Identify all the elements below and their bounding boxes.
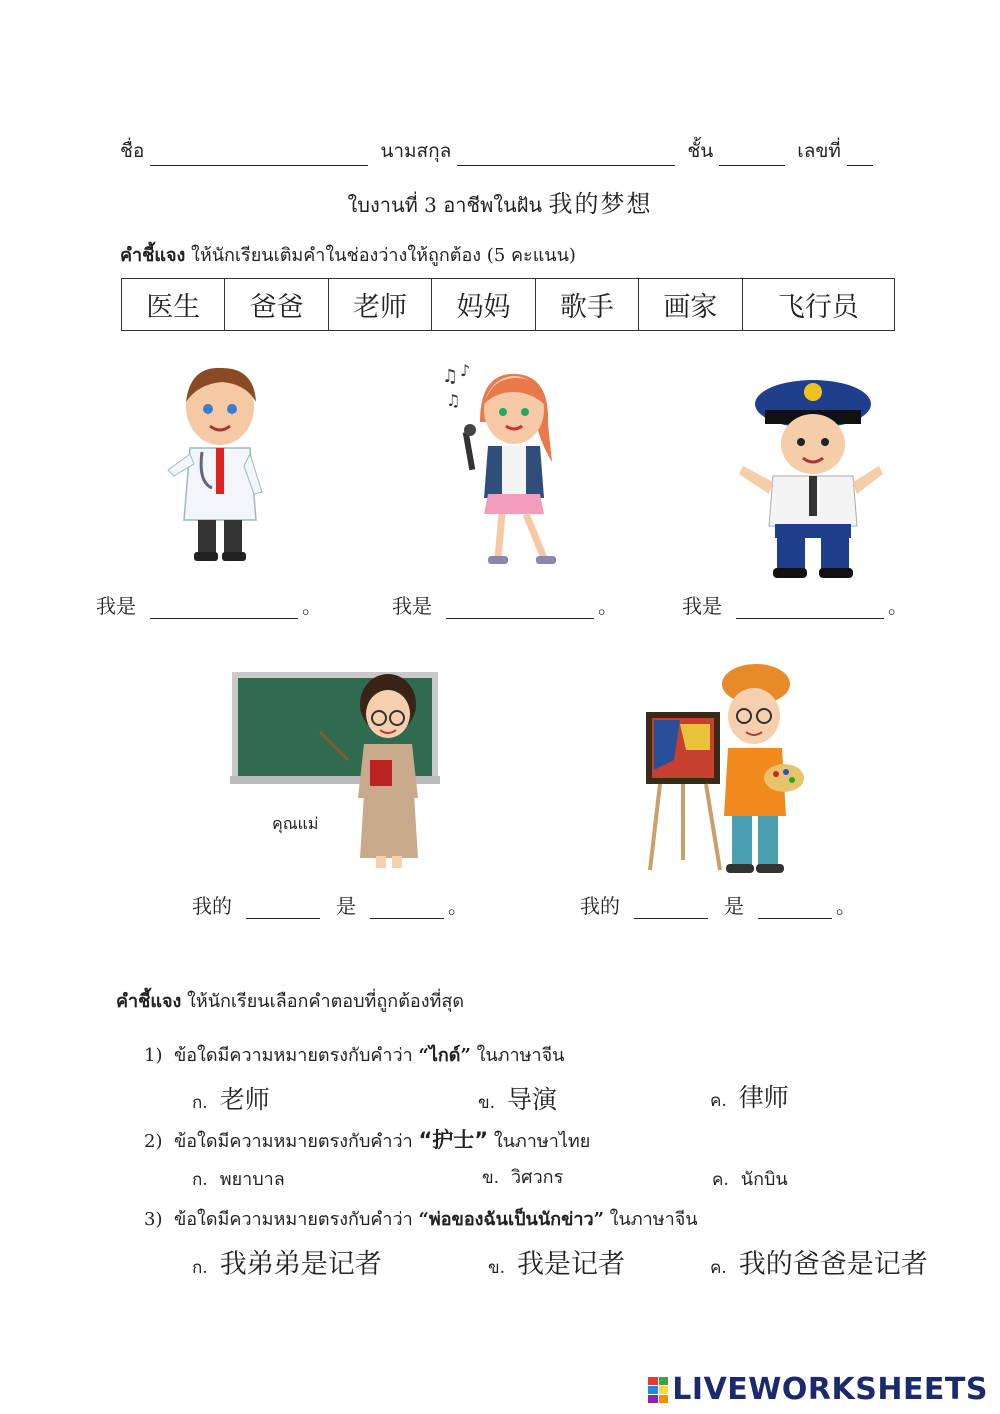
word-bank-cell: 医生 — [122, 279, 225, 331]
fill-sentence-singer — [392, 590, 618, 619]
fill-sentence-doctor — [96, 590, 322, 619]
question-number: 2) — [144, 1131, 163, 1152]
option-text: วิศวกร — [511, 1167, 564, 1188]
option-text: 律师 — [738, 1083, 789, 1112]
singer-illustration — [440, 362, 570, 572]
answer-blank[interactable] — [446, 600, 594, 619]
fill-sentence-painter — [580, 890, 856, 919]
fill-prefix: 我是 — [96, 594, 136, 618]
question-keyword: “ไกด์” — [418, 1045, 471, 1066]
brand-text: LIVEWORKSHEETS — [672, 1372, 988, 1407]
answer-blank[interactable] — [736, 600, 884, 619]
svg-text:♪: ♪ — [460, 362, 471, 380]
fill-suffix: 。 — [888, 594, 908, 618]
word-bank-cell: 老师 — [328, 279, 431, 331]
fill-suffix: 。 — [836, 894, 856, 918]
teacher-caption: คุณแม่ — [272, 814, 319, 833]
word-bank-cell: 妈妈 — [432, 279, 535, 331]
option-letter: ก. — [192, 1258, 208, 1278]
option-letter: ก. — [192, 1093, 208, 1113]
number-label: เลขที่ — [797, 140, 841, 162]
question-suffix: ในภาษาจีน — [603, 1209, 698, 1230]
painter-illustration — [640, 660, 820, 880]
option-text: 我是记者 — [517, 1249, 626, 1280]
word-bank-cell: 画家 — [639, 279, 742, 331]
answer-blank[interactable] — [634, 900, 708, 919]
instruction-label: คำชี้แจง — [120, 245, 186, 266]
question-2 — [144, 1124, 590, 1155]
fill-middle: 是 — [724, 894, 744, 918]
question-text: ข้อใดมีความหมายตรงกับคำว่า — [173, 1045, 413, 1066]
word-bank-cell: 爸爸 — [225, 279, 328, 331]
option-2b[interactable] — [482, 1162, 563, 1191]
question-suffix: ในภาษาจีน — [470, 1045, 565, 1066]
option-1b[interactable] — [478, 1080, 557, 1116]
logo-icon — [648, 1377, 668, 1403]
title-thai: ใบงานที่ 3 อาชีพในฝัน — [347, 193, 543, 217]
question-1 — [144, 1040, 564, 1069]
svg-text:♫: ♫ — [446, 391, 461, 410]
question-number: 3) — [144, 1209, 163, 1230]
instruction-text: ให้นักเรียนเติมคำในช่องว่างให้ถูกต้อง (5 คะแนน) — [185, 245, 576, 266]
option-letter: ก. — [192, 1170, 208, 1190]
fill-suffix: 。 — [598, 594, 618, 618]
option-1c[interactable] — [710, 1078, 789, 1114]
option-letter: ข. — [488, 1258, 506, 1278]
instruction-text: ให้นักเรียนเลือกคำตอบที่ถูกต้องที่สุด — [181, 991, 465, 1012]
question-keyword: “护士” — [418, 1128, 489, 1152]
option-letter: ค. — [710, 1258, 727, 1278]
class-field[interactable] — [719, 147, 785, 166]
option-text: พยาบาล — [219, 1169, 285, 1190]
fill-prefix: 我是 — [682, 594, 722, 618]
answer-blank[interactable] — [150, 600, 298, 619]
question-number: 1) — [144, 1045, 163, 1066]
option-3a[interactable] — [192, 1242, 382, 1281]
name-field[interactable] — [150, 147, 368, 166]
question-text: ข้อใดมีความหมายตรงกับคำว่า — [173, 1131, 413, 1152]
svg-text:♫: ♫ — [442, 366, 459, 387]
liveworksheets-logo — [648, 1372, 988, 1407]
teacher-illustration — [230, 668, 440, 873]
option-text: 老师 — [219, 1085, 270, 1114]
fill-middle: 是 — [336, 894, 356, 918]
fill-prefix: 我是 — [392, 594, 432, 618]
option-text: 我的爸爸是记者 — [738, 1249, 928, 1280]
worksheet-title — [0, 184, 1000, 221]
pilot-illustration — [735, 370, 885, 580]
word-bank — [121, 278, 895, 331]
fill-sentence-pilot — [682, 590, 908, 619]
option-2a[interactable] — [192, 1164, 285, 1193]
fill-suffix: 。 — [302, 594, 322, 618]
surname-field[interactable] — [457, 147, 675, 166]
class-label: ชั้น — [687, 140, 714, 162]
option-1a[interactable] — [192, 1080, 270, 1116]
word-bank-cell: 飞行员 — [742, 279, 894, 331]
instruction-choice — [116, 986, 464, 1015]
option-letter: ข. — [478, 1093, 496, 1113]
fill-prefix: 我的 — [580, 894, 620, 918]
instruction-label: คำชี้แจง — [116, 991, 182, 1012]
answer-blank[interactable] — [758, 900, 832, 919]
question-3 — [144, 1204, 698, 1233]
fill-sentence-teacher — [192, 890, 468, 919]
option-text: 导演 — [507, 1085, 558, 1114]
answer-blank[interactable] — [246, 900, 320, 919]
title-chinese: 我的梦想 — [548, 190, 653, 218]
option-3c[interactable] — [710, 1242, 928, 1281]
word-bank-cell: 歌手 — [535, 279, 638, 331]
option-letter: ค. — [710, 1091, 727, 1111]
answer-blank[interactable] — [370, 900, 444, 919]
number-field[interactable] — [847, 147, 873, 166]
name-label: ชื่อ — [120, 140, 145, 162]
option-letter: ข. — [482, 1168, 500, 1188]
option-letter: ค. — [712, 1170, 729, 1190]
instruction-fill — [120, 240, 576, 269]
surname-label: นามสกุล — [380, 140, 452, 162]
student-info-line — [120, 136, 879, 166]
option-3b[interactable] — [488, 1242, 625, 1281]
question-suffix: ในภาษาไทย — [488, 1131, 591, 1152]
question-keyword: “พ่อของฉันเป็นนักข่าว” — [418, 1209, 604, 1230]
fill-prefix: 我的 — [192, 894, 232, 918]
option-text: นักบิน — [740, 1169, 788, 1190]
option-text: 我弟弟是记者 — [219, 1249, 382, 1280]
option-2c[interactable] — [712, 1164, 788, 1193]
fill-suffix: 。 — [448, 894, 468, 918]
doctor-illustration — [160, 362, 270, 567]
question-text: ข้อใดมีความหมายตรงกับคำว่า — [173, 1209, 413, 1230]
